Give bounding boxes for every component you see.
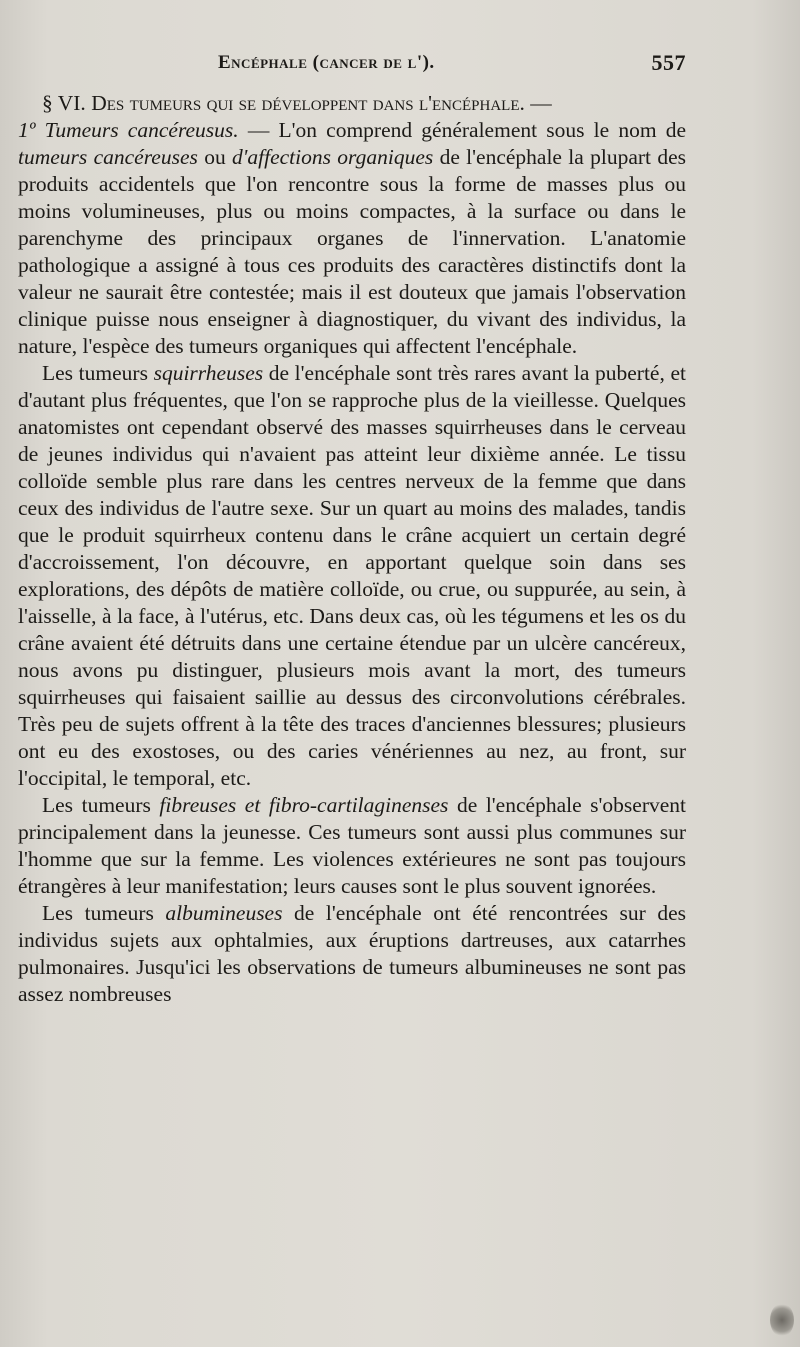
text-run: de l'encéphale la plupart des produits accidentels que l'on rencontre sous la forme de masses plus ou moins volumineuses, plus ou moins compactes, à la surface ou dans le parenchyme des principaux organes de l'innervation. L'anatomie pathologique a assigné à tous ces produits des caractères distinctifs dont la valeur ne saurait être contestée; mais il est douteux que jamais l'observation clinique puisse nous enseigner à diagnostiquer, du vivant des individus, la nature, l'espèce des tumeurs organiques qui affectent l'encéphale. [18,145,687,358]
text-run: Les tumeurs [42,793,160,817]
running-head: Encéphale (cancer de l'). [218,52,435,73]
section-mark: § VI. [42,91,86,115]
page-number: 557 [651,50,686,75]
text-run: de l'encéphale ont été rencontrées sur des individus sujets aux ophtalmies, aux éruptions dartreuses, aux catarrhes pulmonaires. Jusqu'ici les observations de tumeurs albumineuses ne sont pas assez nombreuses [18,901,686,1006]
subheading: 1º Tumeurs cancéreusus. [18,118,239,142]
text-run: Les tumeurs [42,361,154,385]
text-run: — L'on comprend généralement sous le nom de [238,118,686,142]
section-title: Des tumeurs qui se développent dans l'encéphale. — [91,91,552,115]
text-run: de l'encéphale sont très rares avant la puberté, et d'autant plus fréquentes, que l'on se rapproche plus de la vieillesse. Quelques anatomistes ont cependant observé des masses squirrheuses dans le cerveau de jeunes individus qui n'avaient pas atteint leur dixième année. Le tissu colloïde semble plus rare dans les centres nerveux de la femme que dans ceux des individus de l'autre sexe. Sur un quart au moins des malades, tandis que le produit squirrheux contenu dans le crâne acquiert un certain degré d'accroissement, l'on découvre, en apportant quelque soin dans ses explorations, des dépôts de matière colloïde, ou crue, ou suppurée, au sein, à l'aisselle, à la face, à l'utérus, etc. Dans deux cas, où les tégumens et les os du crâne avaient été détruits dans une certaine étendue par un ulcère cancéreux, nous avons pu distinguer, plusieurs mois avant la mort, des tumeurs squirrheuses qui faisaient saillie au dessus des circonvolutions cérébrales. Très peu de sujets offrent à la tête des traces d'anciennes blessures; plusieurs ont eu des exostoses, ou des caries vénériennes au nez, au front, sur l'occipital, le temporal, etc. [18,361,687,790]
ink-smudge [770,1303,794,1337]
text-run: de l'encéphale s'observent principalement dans la jeunesse. Ces tumeurs sont aussi plus communes sur l'homme que sur la femme. Les violences extérieures ne sont pas toujours étrangères à leur manifestation; leurs causes sont le plus souvent ignorées. [18,793,687,898]
text-run: ou [197,145,233,169]
text-run: Les tumeurs [42,901,166,925]
paragraph-squirrheuses [18,360,686,792]
paragraph-fibreuses [18,792,686,900]
body-text [18,90,686,1008]
paragraph-section-intro [18,90,686,360]
page-header [18,50,686,80]
italic-term: tumeurs cancéreuses [18,145,198,169]
italic-term: fibreuses et fibro-cartilaginenses [159,793,449,817]
italic-term: d'affections organiques [232,145,434,169]
italic-term: albumineuses [165,901,283,925]
paragraph-albumineuses [18,900,686,1008]
italic-term: squirrheuses [153,361,264,385]
